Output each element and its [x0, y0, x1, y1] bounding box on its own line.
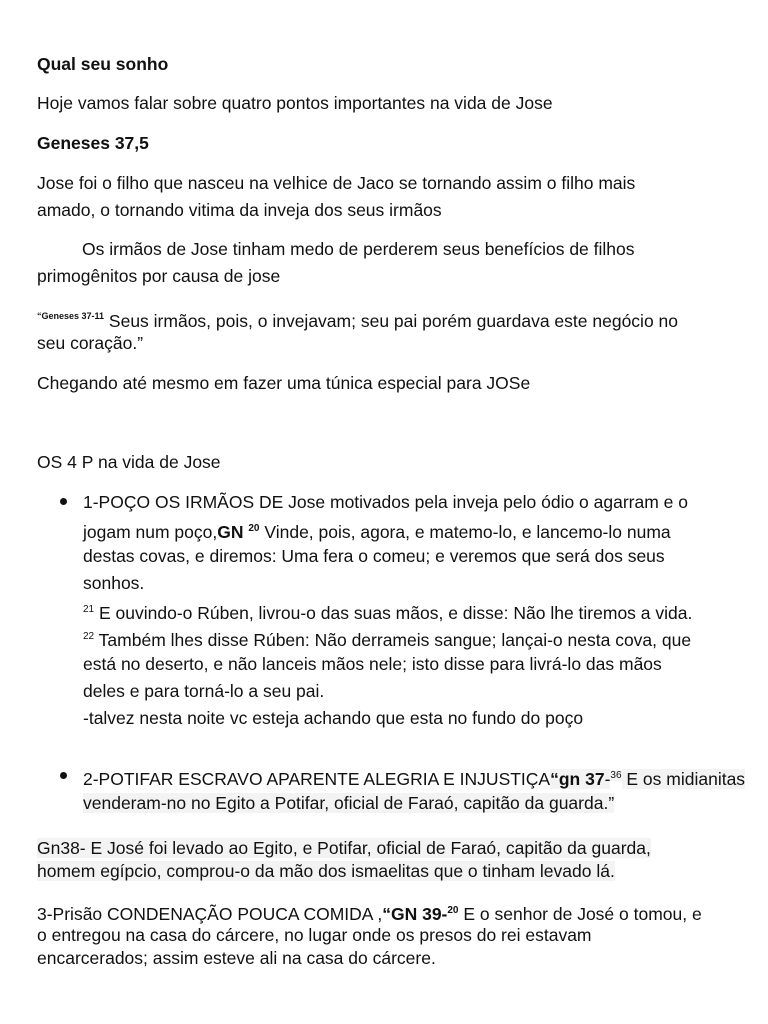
bullet-text: E ouvindo-o Rúben, livrou-o das suas mãos, e disse: Não lhe tiremos a vida. [94, 603, 693, 623]
bullet-line [83, 516, 671, 545]
bullet-icon [60, 498, 67, 505]
bullet-text: jogam num poço, [83, 522, 218, 542]
dash: - [604, 769, 611, 789]
bullet-text: E os midianitas [621, 769, 746, 789]
scripture-ref: GN [217, 522, 244, 542]
bullet-line [83, 597, 692, 626]
bullet-line: 1-POÇO OS IRMÃOS DE Jose motivados pela inveja pelo ódio o agarram e o [83, 492, 688, 512]
paragraph-line [37, 858, 615, 884]
list-heading: OS 4 P na vida de Jose [37, 452, 221, 472]
bullet-icon [60, 772, 67, 779]
bullet-line: está no deserto, e não lanceis mãos nele; isto disse para livrá-lo das mãos [83, 654, 662, 674]
quote-line: seu coração.” [37, 333, 144, 353]
scripture-ref: “GN 39- [382, 904, 448, 924]
document-title: Qual seu sonho [37, 54, 169, 74]
bullet-text: venderam-no no Egito a Potifar, oficial de Faraó, capitão da guarda.” [83, 793, 615, 813]
paragraph-line: Chegando até mesmo em fazer uma túnica especial para JOSe [37, 373, 531, 393]
verse-number: 20 [447, 905, 459, 916]
paragraph-text: Gn38- E José foi levado ao Egito, e Potifar, oficial de Faraó, capitão da guarda, [37, 838, 651, 858]
verse-number: 21 [83, 604, 95, 615]
paragraph-line: Jose foi o filho que nasceu na velhice de Jaco se tornando assim o filho mais [37, 173, 636, 193]
paragraph-text: 3-Prisão CONDENAÇÃO POUCA COMIDA , [37, 904, 383, 924]
quote-reference: “Geneses 37-11 [37, 311, 105, 321]
paragraph-text: homem egípcio, comprou-o da mão dos ismaelitas que o tinham levado lá. [37, 861, 615, 881]
verse-number: 22 [83, 631, 95, 642]
bullet-line [83, 790, 614, 816]
bullet-text: Vinde, pois, agora, e matemo-lo, e lancemo-lo numa [259, 522, 671, 542]
paragraph-line: Os irmãos de Jose tinham medo de perderem seus benefícios de filhos [82, 239, 635, 259]
reference-heading: Geneses 37,5 [37, 133, 149, 153]
bullet-line: sonhos. [83, 573, 145, 593]
verse-number: 20 [248, 523, 260, 534]
paragraph-line: o entregou na casa do cárcere, no lugar onde os presos do rei estavam [37, 925, 592, 945]
scripture-ref: “gn 37 [550, 769, 605, 789]
verse-number: 36 [610, 770, 622, 781]
bullet-line [83, 763, 745, 792]
bullet-line: destas covas, e diremos: Uma fera o comeu; e veremos que será dos seus [83, 546, 665, 566]
paragraph-line: amado, o tornando vitima da inveja dos seus irmãos [37, 200, 442, 220]
paragraph-line: primogênitos por causa de jose [37, 266, 281, 286]
paragraph-line: encarcerados; assim esteve ali na casa do cárcere. [37, 948, 436, 968]
bullet-text: 2-POTIFAR ESCRAVO APARENTE ALEGRIA E INJUSTIÇA [83, 769, 551, 789]
paragraph-text: E o senhor de José o tomou, e [458, 904, 702, 924]
bullet-text: Também lhes disse Rúben: Não derrameis sangue; lançai-o nesta cova, que [94, 630, 692, 650]
bullet-line: deles e para torná-lo a seu pai. [83, 681, 325, 701]
bullet-line [83, 624, 691, 653]
bullet-line: -talvez nesta noite vc esteja achando que esta no fundo do poço [83, 708, 584, 728]
quote-text: Seus irmãos, pois, o invejavam; seu pai porém guardava este negócio no [104, 311, 678, 331]
intro-paragraph: Hoje vamos falar sobre quatro pontos importantes na vida de Jose [37, 93, 553, 113]
